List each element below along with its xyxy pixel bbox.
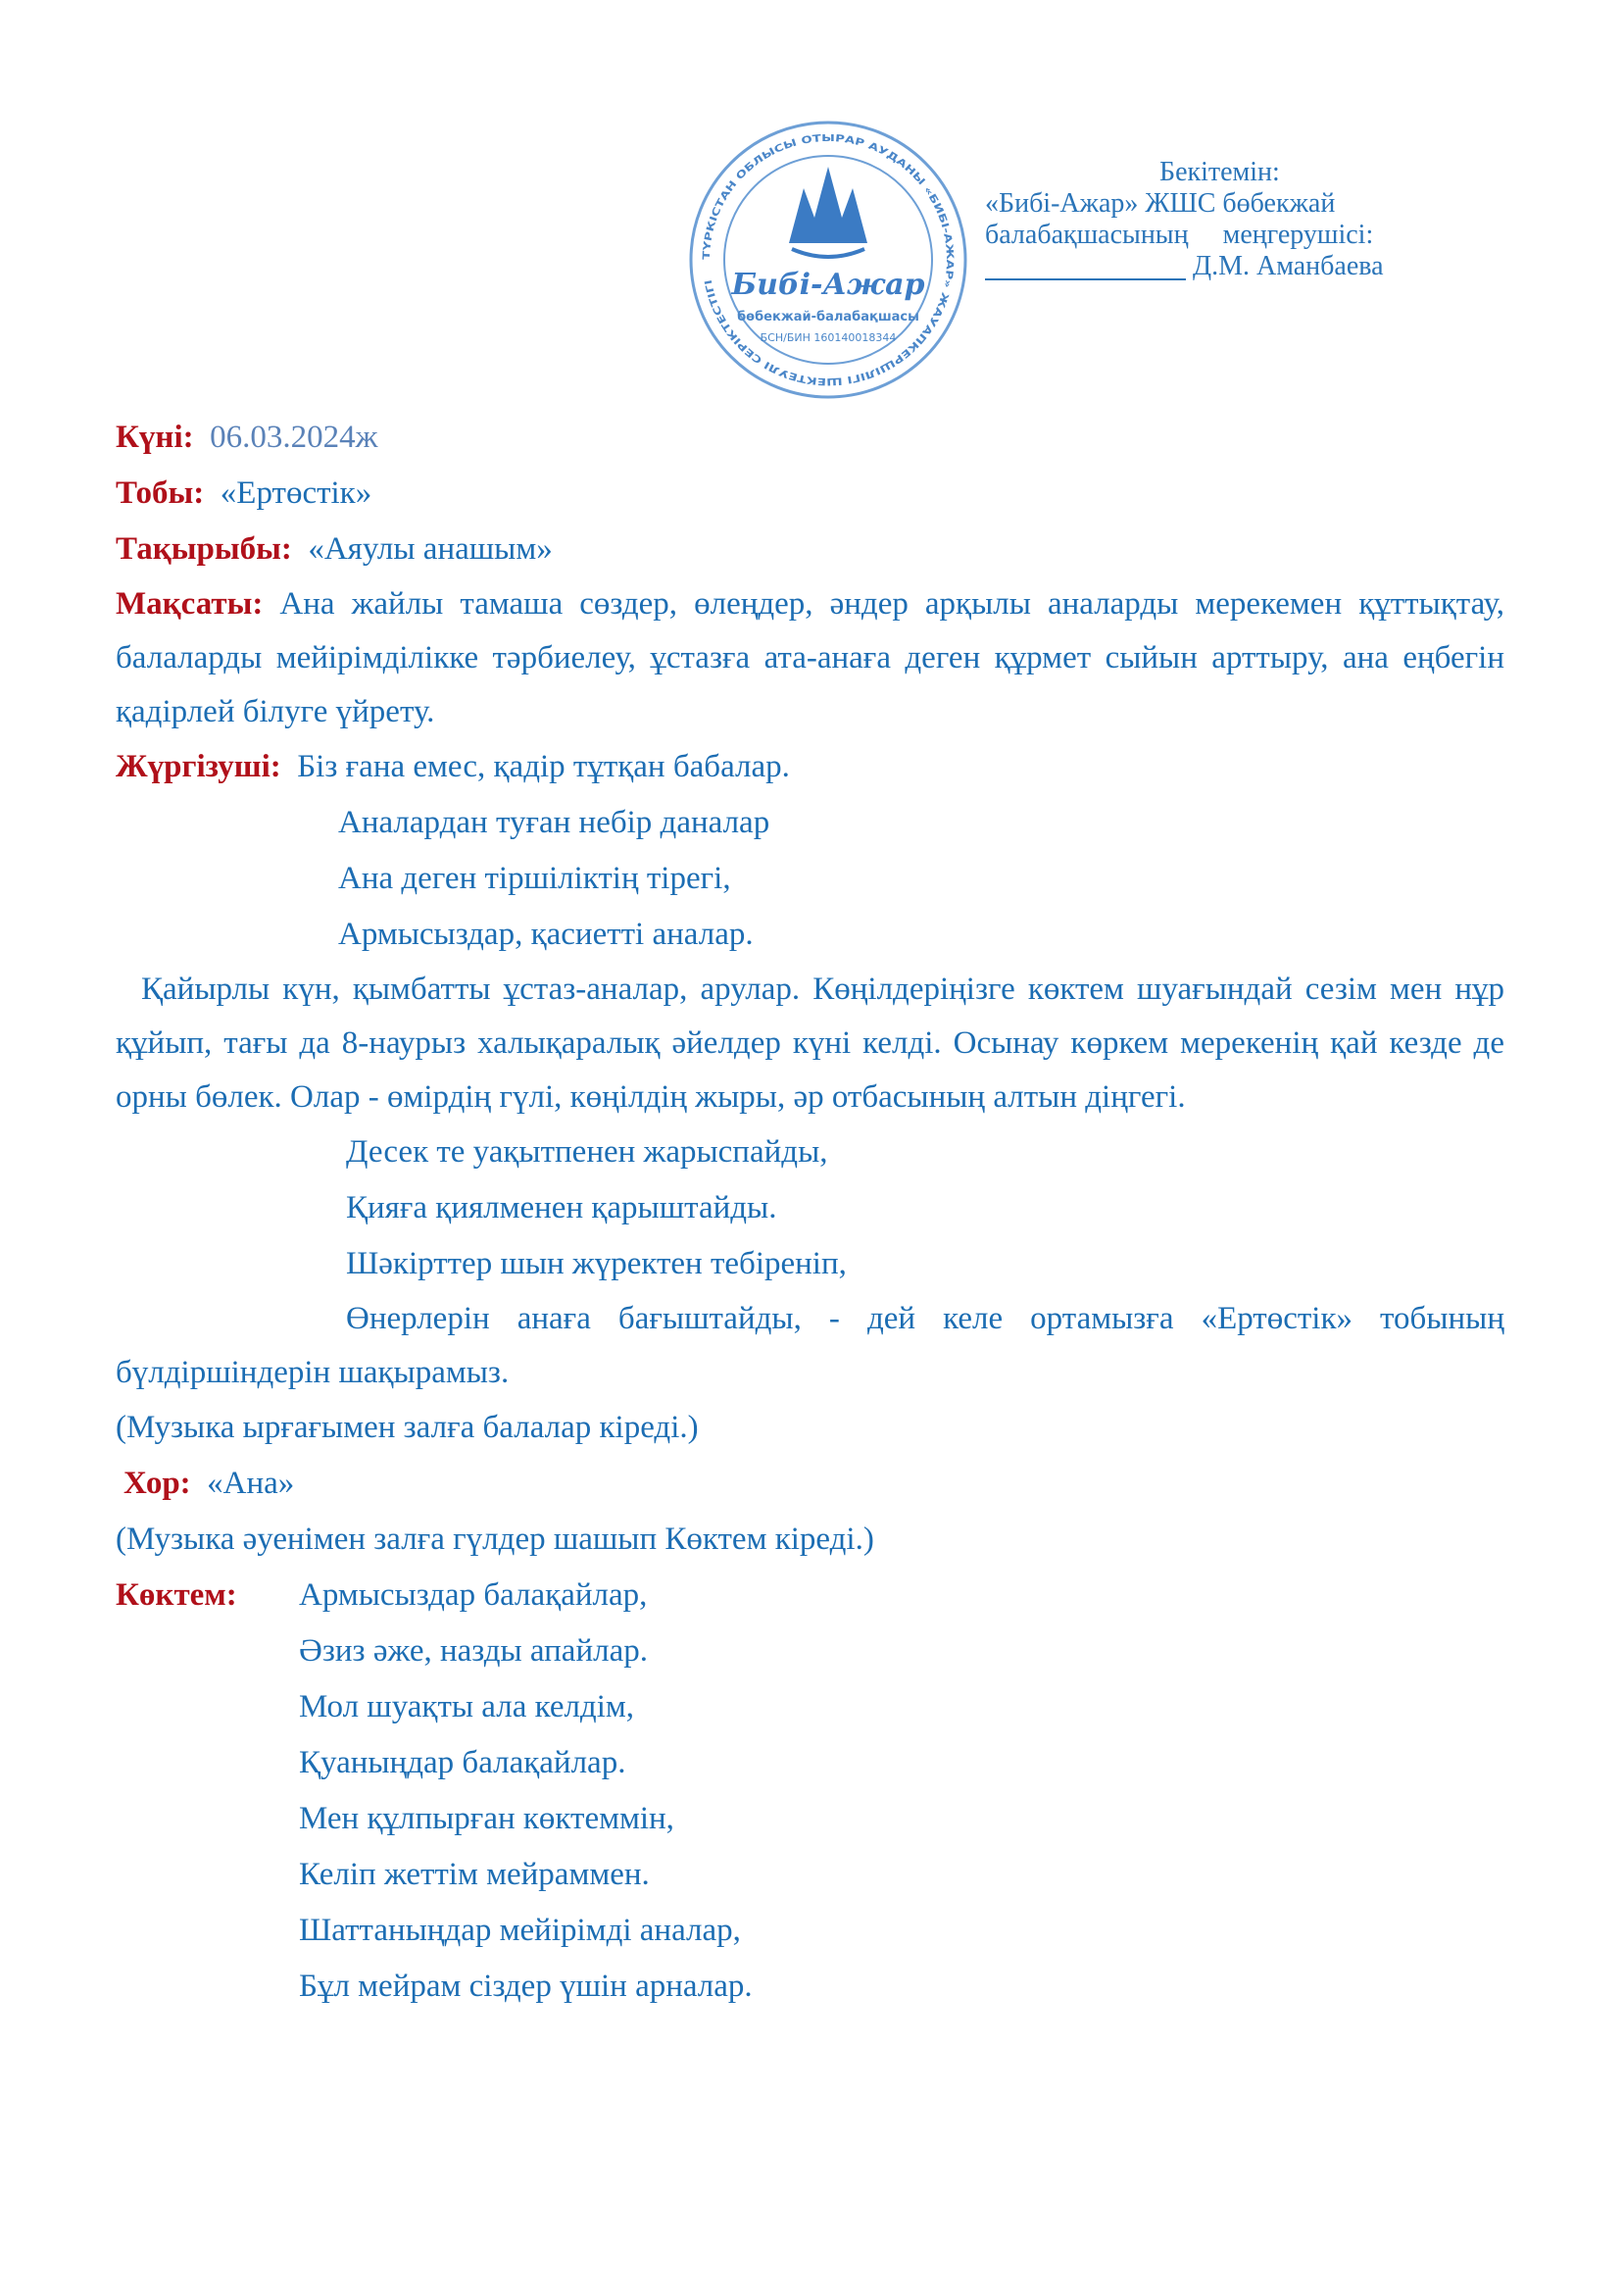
approver-name: Д.М. Аманбаева xyxy=(1193,251,1384,281)
date-row xyxy=(116,410,1504,466)
spring-verse-line-4: Қуаныңдар балақайлар. xyxy=(299,1745,626,1780)
date-label: Күні: xyxy=(116,420,194,455)
host-speech-line-2: сезім мен нұр құйып, тағы да 8-наурыз халықаралық әйелдер күні келді. Осынау xyxy=(116,972,1504,1061)
topic-label: Тақырыбы: xyxy=(116,531,292,567)
organization-stamp xyxy=(686,118,970,402)
host-verse2-line-3: Шәкірттер шын жүректен тебіреніп, xyxy=(346,1246,847,1281)
host-verse2-line-2: Қияға қиялменен қарыштайды. xyxy=(346,1190,777,1225)
group-label: Тобы: xyxy=(116,475,205,511)
goal-line-3: сыйын арттыру, ана еңбегін қадірлей білуге үйрету. xyxy=(116,640,1504,729)
host-label: Жүргізуші: xyxy=(116,749,281,784)
host-speech-paragraph xyxy=(116,963,1504,1124)
stamp-inner-text: бөбекжай-балабақшасы xyxy=(737,310,919,324)
stage-direction-2: (Музыка әуенімен залға гүлдер шашып Көктем кіреді.) xyxy=(116,1522,874,1557)
goal-label: Мақсаты: xyxy=(116,586,264,622)
topic-row xyxy=(116,522,1504,577)
host-speech2: бүлдіршіндерін шақырамыз. xyxy=(116,1355,510,1390)
signature-line xyxy=(985,278,1186,280)
host-speech-line-3: көркем мерекенің қай кезде де орны бөлек. Олар - өмірдің гүлі, көңілдің жыры, әр xyxy=(116,1025,1504,1115)
spring-verse-line-3: Мол шуақты ала келдім, xyxy=(299,1689,635,1724)
approval-title: Бекітемін: xyxy=(1159,157,1280,187)
approval-position: балабақшасының меңгерушісі: xyxy=(985,220,1374,250)
host-verse2-closing xyxy=(116,1292,1504,1400)
spring-label: Көктем: xyxy=(116,1577,237,1613)
approval-area xyxy=(0,0,1623,410)
spring-verse-line-1: Армысыздар балақайлар, xyxy=(299,1577,648,1613)
spring-verse-line-5: Мен құлпырған көктеммін, xyxy=(299,1801,674,1836)
stamp-logo-icon xyxy=(789,167,867,257)
document-body xyxy=(0,410,1623,2132)
host-verse2-line-1: Десек те уақытпенен жарыспайды, xyxy=(346,1134,828,1170)
approval-block xyxy=(985,157,1573,282)
spring-verse-line-7: Шаттаныңдар мейірімді аналар, xyxy=(299,1913,741,1948)
spring-verse-line-6: Келіп жеттім мейраммен. xyxy=(299,1857,650,1892)
topic-value: «Аяулы анашым» xyxy=(308,531,553,567)
host-verse2-line-4: Өнерлерін анаға бағыштайды, - дей келе ортамызға «Ертөстік» тобының xyxy=(346,1301,1504,1336)
host-verse-line-1: Біз ғана емес, қадір тұтқан бабалар. xyxy=(297,749,790,784)
host-verse-line-1-row xyxy=(116,739,1504,795)
spring-verse-line-8: Бұл мейрам сіздер үшін арналар. xyxy=(299,1969,753,2004)
host-verse-line-4: Армысыздар, қасиетті аналар. xyxy=(338,917,754,952)
choir-value: «Ана» xyxy=(207,1466,295,1501)
stamp-bin-text: БСН/БИН 160140018344 xyxy=(760,331,897,344)
host-verse-line-3: Ана деген тіршіліктің тірегі, xyxy=(338,861,731,896)
approval-organization: «Бибі-Ажар» ЖШС бөбекжай xyxy=(985,188,1336,219)
goal-line-2: құттықтау, балаларды мейірімділікке тәрбиелеу, ұстазға ата-анаға деген құрмет xyxy=(116,586,1505,675)
date-value: 06.03.2024ж xyxy=(210,420,378,455)
approval-signature-row xyxy=(985,251,1573,282)
host-verse-line-2: Аналардан туған небір даналар xyxy=(338,805,770,840)
group-value: «Ертөстік» xyxy=(220,475,372,511)
host-speech-line-1: Қайырлы күн, қымбатты ұстаз-аналар, арулар. Көңілдеріңізге көктем шуағындай xyxy=(141,972,1293,1007)
stage-direction-1: (Музыка ырғағымен залға балалар кіреді.) xyxy=(116,1410,699,1445)
group-row xyxy=(116,466,1504,522)
spring-verse-line-2: Әзиз әже, назды апайлар. xyxy=(299,1633,648,1669)
goal-paragraph xyxy=(116,577,1504,739)
spring-verse-line-1-row xyxy=(116,1568,1504,1623)
choir-label: Хор: xyxy=(123,1466,191,1501)
host-speech-line-4: отбасының алтын діңгегі. xyxy=(831,1079,1186,1115)
stamp-outer-ring xyxy=(691,123,965,397)
stamp-outer-text: ТҮРКІСТАН ОБЛЫСЫ ОТЫРАР АУДАНЫ «БИБІ-АЖАР» ЖАУАПКЕРШІЛІГІ ШЕКТЕУЛІ СЕРІКТЕСТІГІ xyxy=(701,132,956,387)
stamp-center-text: Бибі-Ажар xyxy=(731,268,925,302)
choir-row xyxy=(116,1456,1504,1512)
goal-line-1: Ана жайлы тамаша сөздер, өлеңдер, әндер арқылы аналарды мерекемен xyxy=(279,586,1343,622)
